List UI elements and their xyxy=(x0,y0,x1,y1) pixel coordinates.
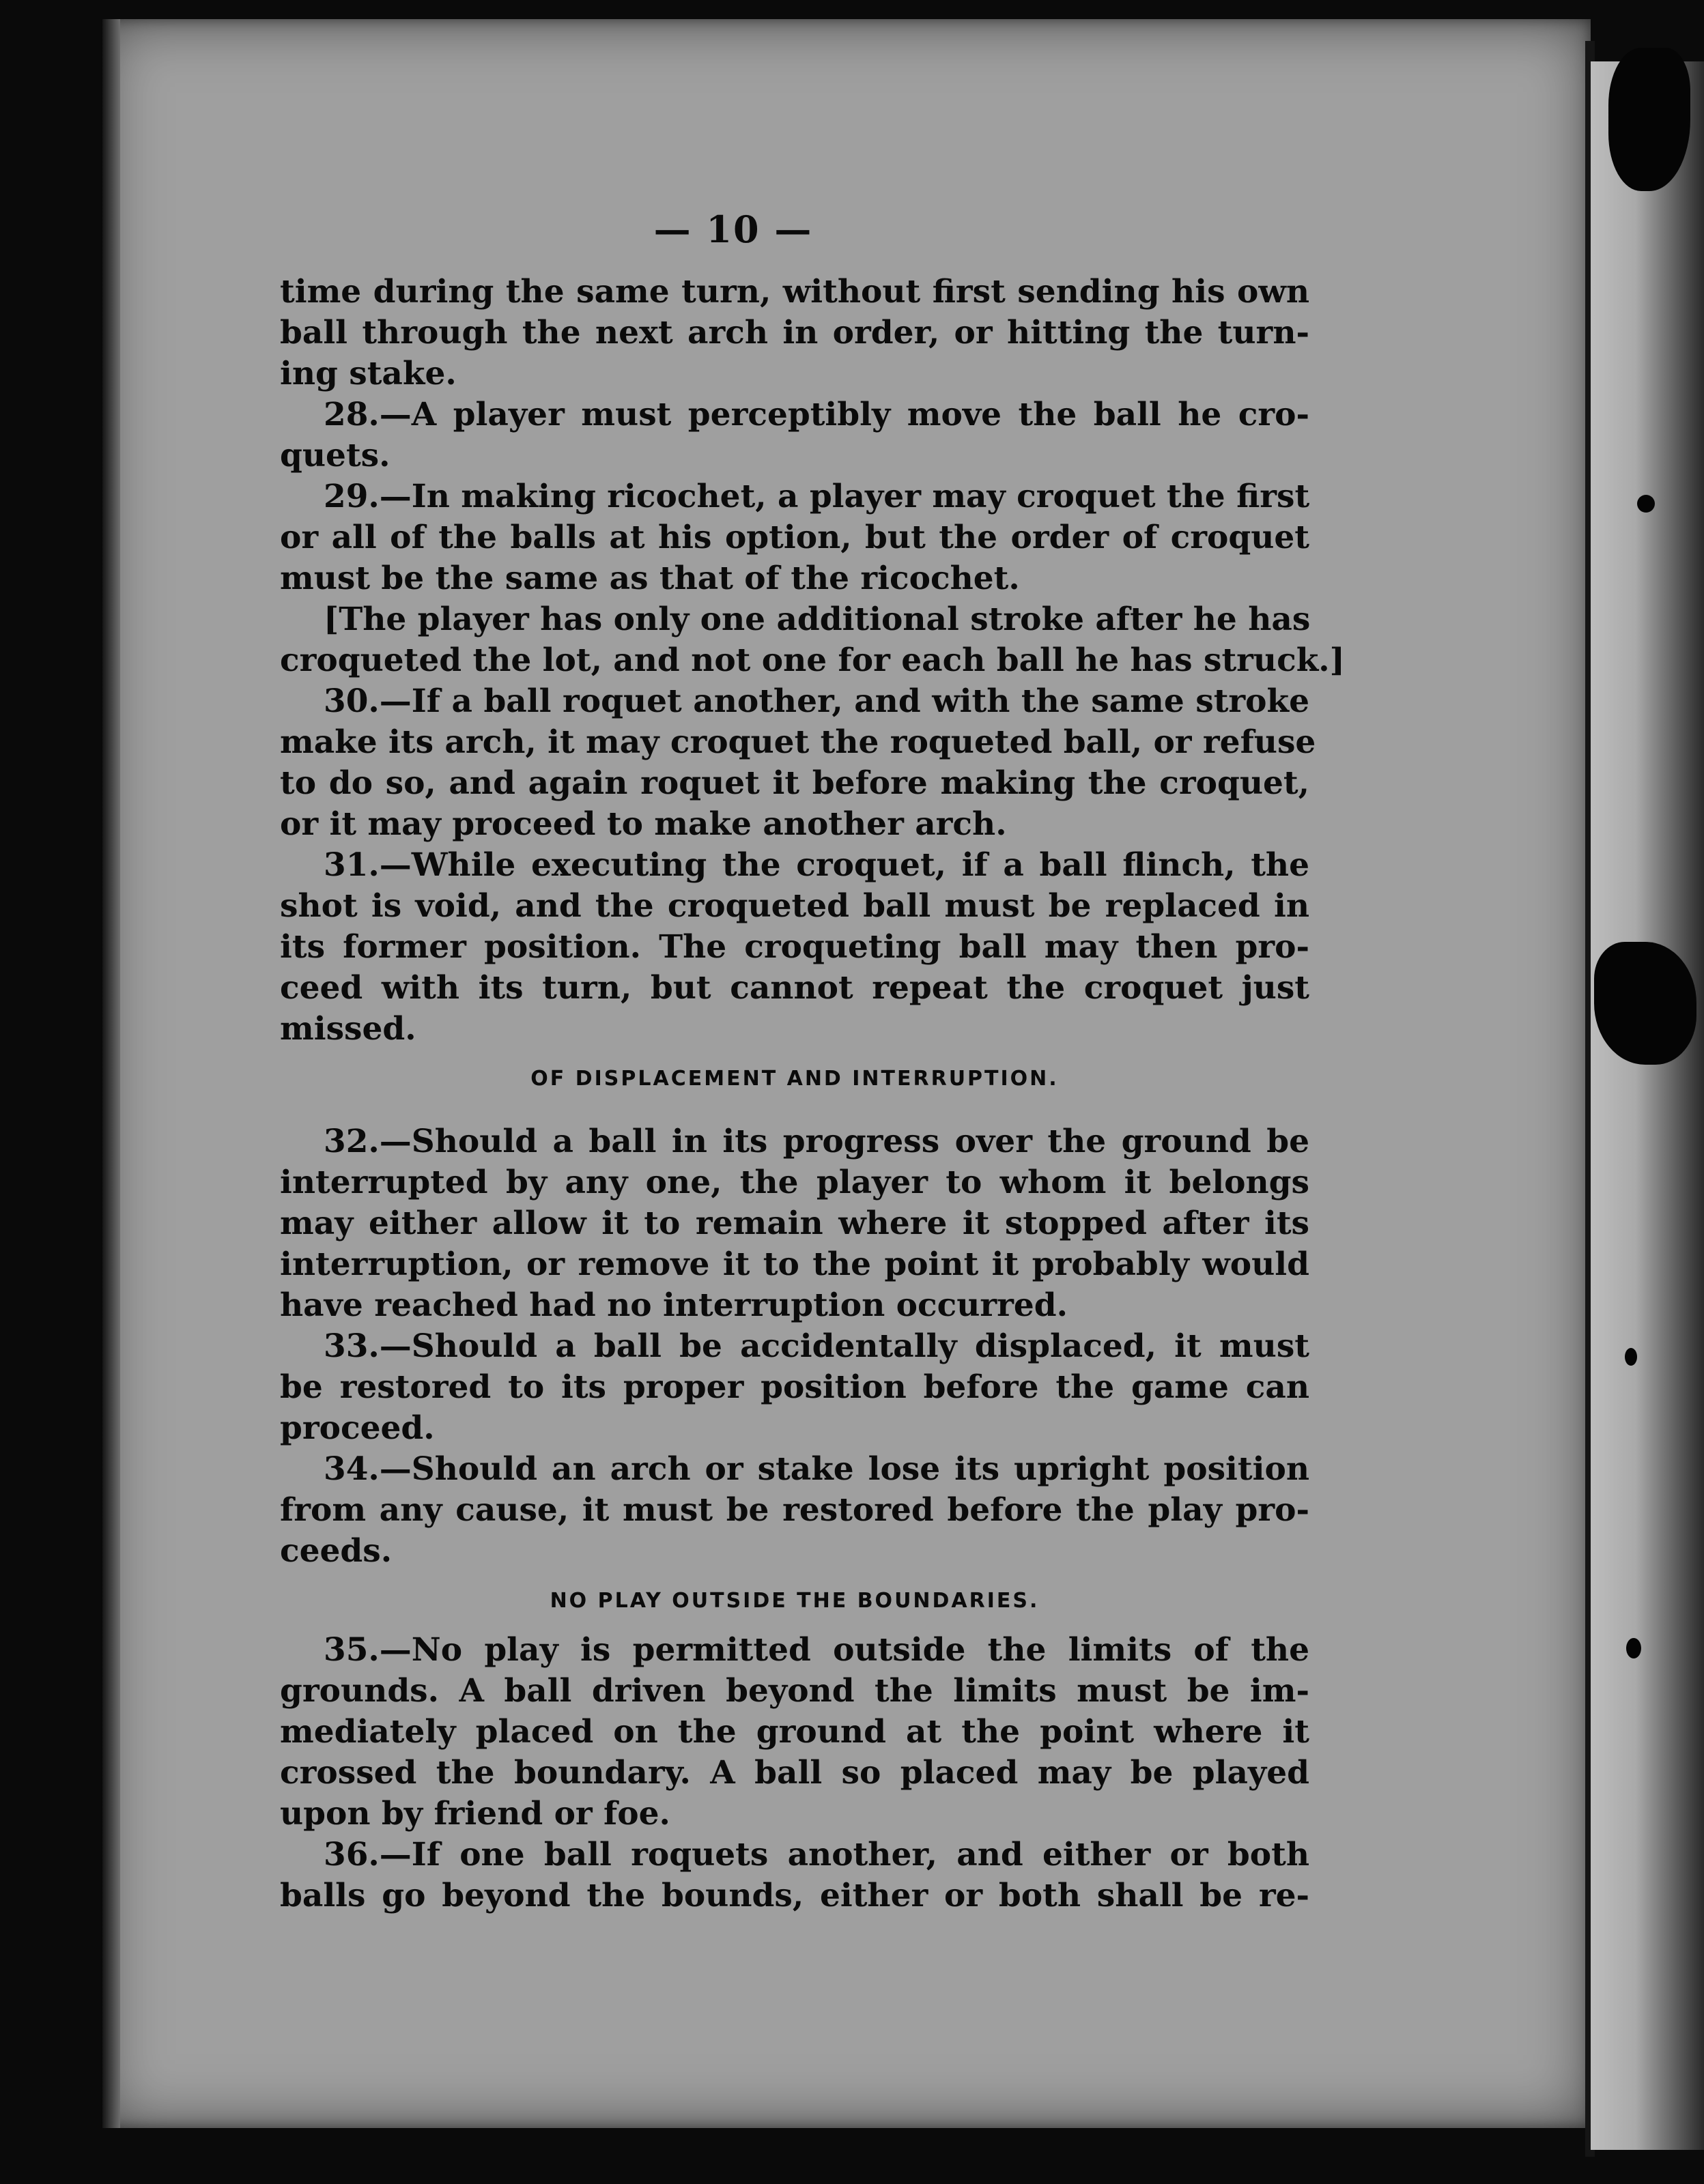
text-line: to do so, and again roquet it before making the croquet, xyxy=(280,764,1309,802)
text-line: upon by friend or foe. xyxy=(280,1795,670,1833)
text-line: ball through the next arch in order, or hitting the turn- xyxy=(280,314,1309,351)
text-line: from any cause, it must be restored before the play pro- xyxy=(280,1491,1309,1529)
text-line: time during the same turn, without first sending his own xyxy=(280,273,1309,311)
text-line: shot is void, and the croqueted ball must be replaced in xyxy=(280,887,1309,925)
text-line: its former position. The croqueting ball may then pro- xyxy=(280,928,1309,966)
text-line: crossed the boundary. A ball so placed may be played xyxy=(280,1754,1309,1792)
text-line: or it may proceed to make another arch. xyxy=(280,805,1007,843)
rule-34-line: 34.—Should an arch or stake lose its upright position xyxy=(324,1450,1309,1488)
text-line: proceed. xyxy=(280,1409,435,1447)
rule-30-line: 30.—If a ball roquet another, and with the same stroke xyxy=(324,682,1309,720)
text-line: or all of the balls at his option, but the order of croquet xyxy=(280,519,1309,556)
text-line: interrupted by any one, the player to whom it belongs xyxy=(280,1164,1309,1201)
section-heading: NO PLAY OUTSIDE THE BOUNDARIES. xyxy=(550,1589,1040,1613)
ink-blot xyxy=(1626,1638,1641,1658)
text-line: must be the same as that of the ricochet. xyxy=(280,560,1020,597)
text-line: may either allow it to remain where it stopped after its xyxy=(280,1205,1309,1242)
text-line: have reached had no interruption occurred. xyxy=(280,1287,1068,1324)
text-line: missed. xyxy=(280,1010,416,1048)
text-line: balls go beyond the bounds, either or both shall be re- xyxy=(280,1877,1309,1914)
rule-36-line: 36.—If one ball roquets another, and either or both xyxy=(324,1836,1309,1873)
page-binding-edge xyxy=(102,19,120,2128)
rule-28-line: 28.—A player must perceptibly move the ball he cro- xyxy=(324,396,1309,433)
text-line: interruption, or remove it to the point it probably would xyxy=(280,1246,1309,1283)
rule-35-line: 35.—No play is permitted outside the limits of the xyxy=(324,1631,1309,1669)
text-line: quets. xyxy=(280,437,390,474)
text-line: croqueted the lot, and not one for each ball he has struck.] xyxy=(280,642,1345,679)
text-line: be restored to its proper position before the game can xyxy=(280,1368,1309,1406)
section-heading: OF DISPLACEMENT AND INTERRUPTION. xyxy=(530,1067,1059,1091)
text-line: ceeds. xyxy=(280,1532,393,1570)
bracket-note-line: [The player has only one additional stroke after he has xyxy=(324,601,1311,638)
page-number: — 10 — xyxy=(653,207,813,251)
ink-blot xyxy=(1625,1348,1637,1366)
facing-page-edge xyxy=(1591,61,1704,2150)
rule-31-line: 31.—While executing the croquet, if a ball flinch, the xyxy=(324,846,1309,884)
rule-29-line: 29.—In making ricochet, a player may croquet the first xyxy=(324,478,1310,515)
ink-blot xyxy=(1637,495,1655,513)
rule-32-line: 32.—Should a ball in its progress over the ground be xyxy=(324,1123,1309,1160)
text-line: mediately placed on the ground at the point where it xyxy=(280,1713,1309,1751)
text-line: make its arch, it may croquet the roqueted ball, or refuse xyxy=(280,723,1316,761)
ink-blot xyxy=(1594,942,1696,1065)
text-line: ceed with its turn, but cannot repeat the croquet just xyxy=(280,969,1309,1007)
rule-33-line: 33.—Should a ball be accidentally displaced, it must xyxy=(324,1327,1309,1365)
text-line: ing stake. xyxy=(280,355,457,392)
text-line: grounds. A ball driven beyond the limits must be im- xyxy=(280,1672,1309,1710)
ink-blot xyxy=(1608,48,1690,191)
